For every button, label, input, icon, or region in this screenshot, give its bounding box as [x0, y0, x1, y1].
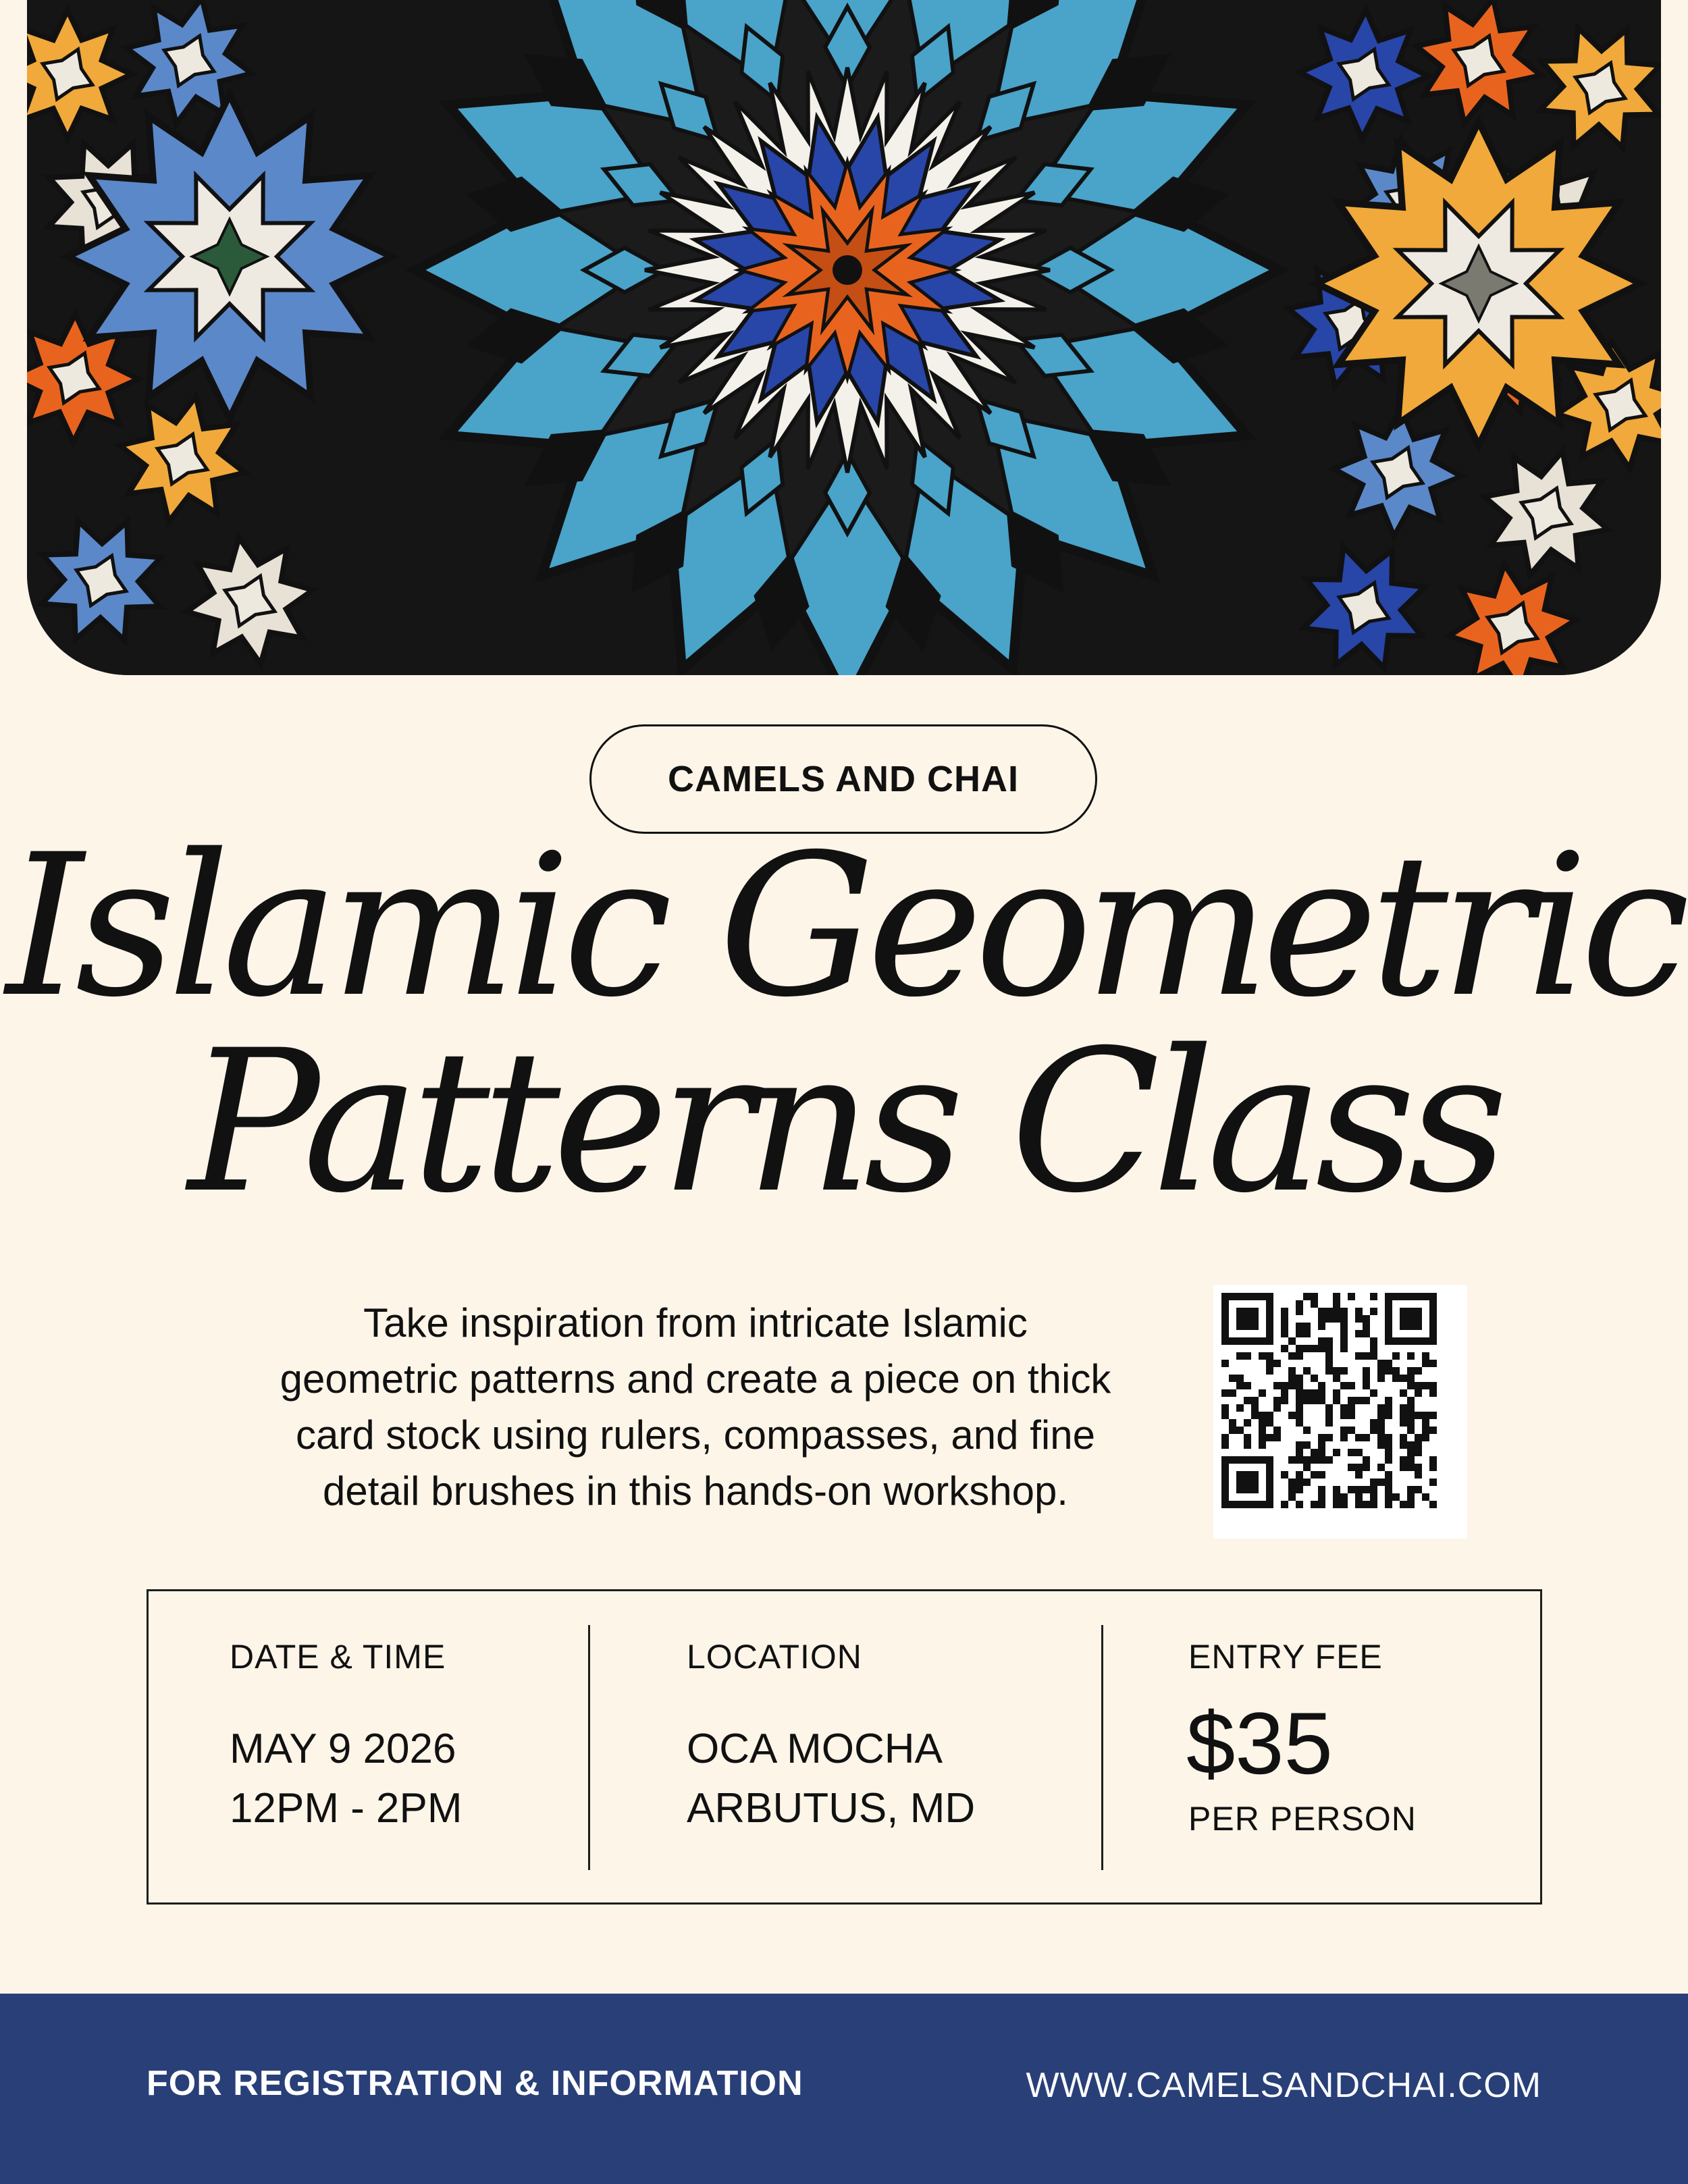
location-city: ARBUTUS, MD	[687, 1785, 976, 1832]
footer-bar	[0, 1994, 1688, 2184]
event-title-line-2: Patterns Class	[188, 1009, 1500, 1236]
entry-fee-label: ENTRY FEE	[1188, 1638, 1383, 1676]
registration-label: FOR REGISTRATION & INFORMATION	[147, 2064, 803, 2103]
location-label: LOCATION	[687, 1638, 862, 1676]
event-time: 12PM - 2PM	[230, 1785, 463, 1832]
organizer-name: CAMELS AND CHAI	[668, 759, 1019, 799]
event-description	[223, 1295, 1168, 1519]
date-time-label: DATE & TIME	[230, 1638, 446, 1676]
description-line: detail brushes in this hands-on workshop.	[323, 1468, 1068, 1514]
mosaic-illustration	[27, 0, 1661, 675]
event-details-box	[147, 1589, 1542, 1905]
column-divider	[588, 1625, 590, 1870]
qr-code-graphic	[1213, 1285, 1467, 1539]
description-line: card stock using rulers, compasses, and fine	[296, 1412, 1095, 1458]
hero-mosaic-image	[27, 0, 1661, 675]
column-divider	[1101, 1625, 1103, 1870]
entry-fee-price: $35	[1186, 1694, 1333, 1792]
event-date: MAY 9 2026	[230, 1726, 456, 1772]
event-title-line-1: Islamic Geometric	[5, 813, 1683, 1040]
location-venue: OCA MOCHA	[687, 1726, 943, 1772]
website-link[interactable]: WWW.CAMELSANDCHAI.COM	[1026, 2066, 1541, 2105]
description-line: geometric patterns and create a piece on thick	[280, 1356, 1111, 1402]
description-line: Take inspiration from intricate Islamic	[363, 1300, 1028, 1346]
qr-code-icon[interactable]	[1213, 1285, 1467, 1539]
entry-fee-unit: PER PERSON	[1188, 1800, 1417, 1838]
